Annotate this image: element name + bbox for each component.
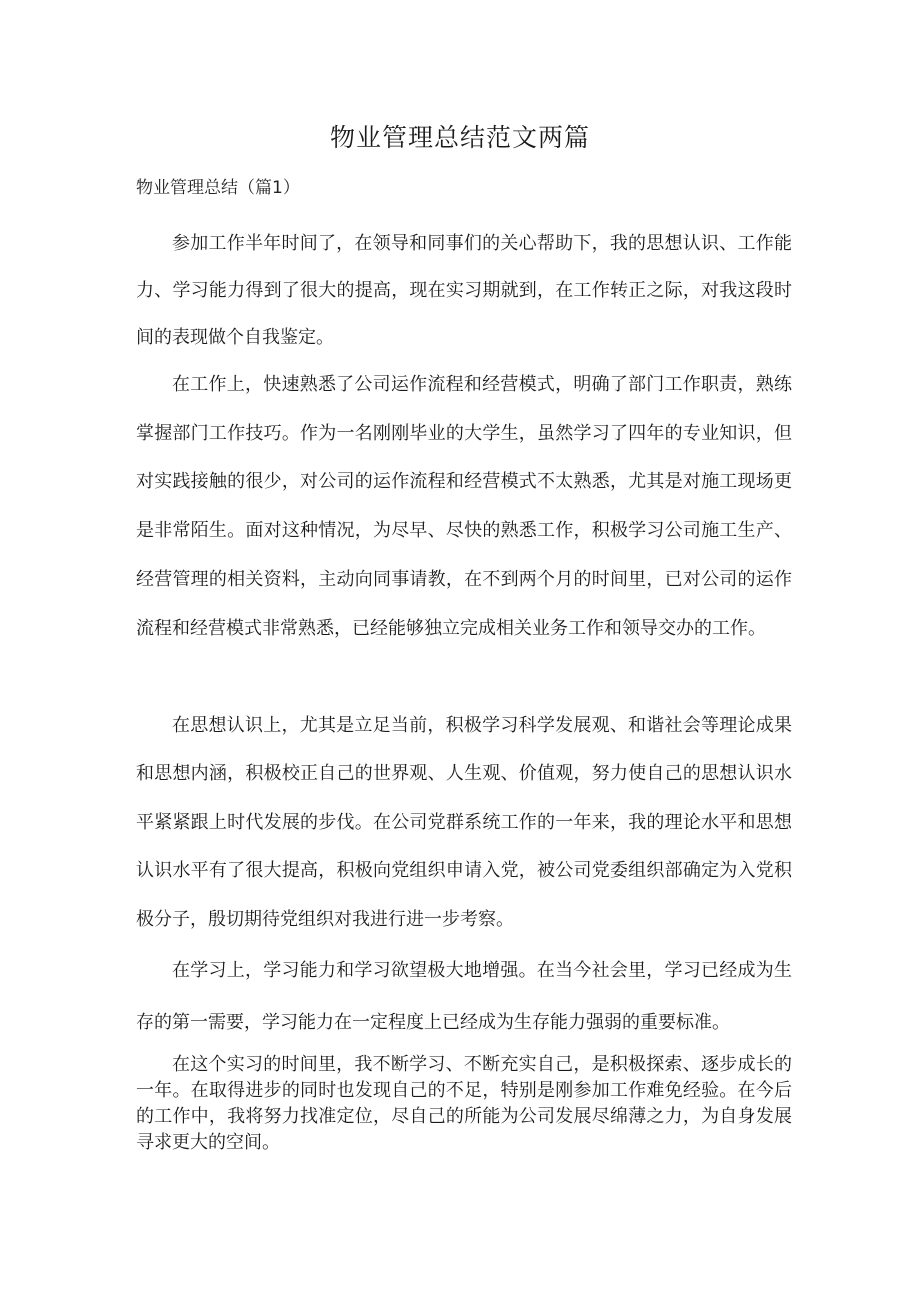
paragraph-4: 在学习上，学习能力和学习欲望极大地增强。在当今社会里，学习已经成为生存的第一需要，学习能力在一定程度上已经成为生存能力强弱的重要标准。 bbox=[136, 960, 792, 1033]
paragraph-5: 在这个实习的时间里，我不断学习、不断充实自己，是积极探索、逐步成长的一年。在取得进步的同时也发现自己的不足，特别是刚参加工作难免经验。在今后的工作中，我将努力找准定位，尽自己的所能为公司发展尽绵薄之力，为自身发展寻求更大的空间。 bbox=[136, 1054, 792, 1153]
paragraph-2: 在工作上，快速熟悉了公司运作流程和经营模式，明确了部门工作职责，熟练掌握部门工作技巧。作为一名刚刚毕业的大学生，虽然学习了四年的专业知识，但对实践接触的很少，对公司的运作流程和经营模式不太熟悉，尤其是对施工现场更是非常陌生。面对这种情况，为尽早、尽快的熟悉工作，积极学习公司施工生产、经营管理的相关资料，主动向同事请教，在不到两个月的时间里，已对公司的运作流程和经营模式非常熟悉，已经能够独立完成相关业务工作和领导交办的工作。 bbox=[136, 374, 792, 639]
paragraph-3: 在思想认识上，尤其是立足当前，积极学习科学发展观、和谐社会等理论成果和思想内涵，积极校正自己的世界观、人生观、价值观，努力使自己的思想认识水平紧紧跟上时代发展的步伐。在公司党群系统工作的一年来，我的理论水平和思想认识水平有了很大提高，积极向党组织申请入党，被公司党委组织部确定为入党积极分子，殷切期待党组织对我进行进一步考察。 bbox=[136, 715, 792, 930]
paragraph-1: 参加工作半年时间了，在领导和同事们的关心帮助下，我的思想认识、工作能力、学习能力得到了很大的提高，现在实习期就到，在工作转正之际，对我这段时间的表现做个自我鉴定。 bbox=[136, 233, 792, 348]
document-title: 物业管理总结范文两篇 bbox=[329, 123, 590, 152]
section-heading: 物业管理总结（篇1） bbox=[136, 178, 300, 198]
